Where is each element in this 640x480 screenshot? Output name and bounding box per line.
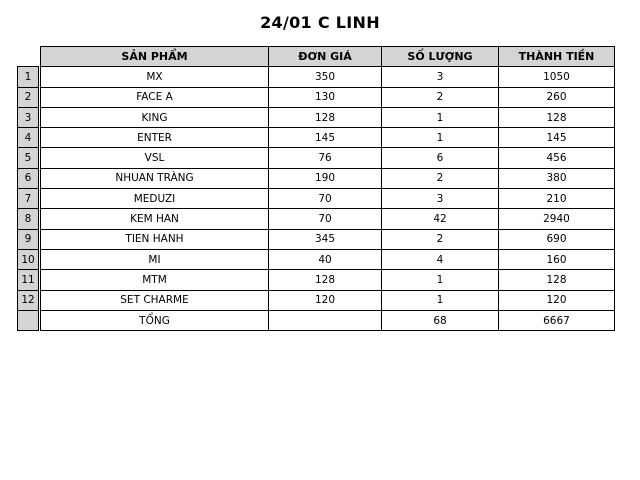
page-title: 24/01 C LINH [260,13,380,32]
cell-quantity: 1 [382,128,499,148]
cell-total: 260 [499,87,615,107]
cell-product: MI [41,249,269,269]
cell-total: 210 [499,189,615,209]
table-row [18,107,615,127]
row-number: 10 [18,249,39,269]
cell-total: 145 [499,128,615,148]
cell-unit-price: 350 [269,67,382,87]
cell-total: 380 [499,168,615,188]
row-number: 7 [18,189,39,209]
cell-unit-price: 76 [269,148,382,168]
cell-quantity: 2 [382,168,499,188]
cell-unit-price: 128 [269,270,382,290]
cell-unit-price: 345 [269,229,382,249]
column-header-quantity: SỐ LƯỢNG [382,47,499,67]
cell-quantity: 2 [382,229,499,249]
row-number: 12 [18,290,39,310]
column-header-total: THÀNH TIỀN [499,47,615,67]
row-number: 2 [18,87,39,107]
cell-unit-price: 70 [269,209,382,229]
total-unit-price [269,310,382,330]
cell-unit-price: 190 [269,168,382,188]
cell-quantity: 6 [382,148,499,168]
table-row [18,128,615,148]
table-row [18,168,615,188]
table-row [18,87,615,107]
cell-unit-price: 120 [269,290,382,310]
cell-product: VSL [41,148,269,168]
cell-total: 120 [499,290,615,310]
cell-product: ENTER [41,128,269,148]
cell-quantity: 1 [382,290,499,310]
total-quantity: 68 [382,310,499,330]
cell-total: 128 [499,107,615,127]
row-number: 1 [18,67,39,87]
header-row [18,47,615,67]
cell-product: MX [41,67,269,87]
cell-quantity: 4 [382,249,499,269]
row-number: 4 [18,128,39,148]
cell-quantity: 1 [382,270,499,290]
cell-total: 690 [499,229,615,249]
cell-product: TIEN HANH [41,229,269,249]
row-number: 9 [18,229,39,249]
cell-total: 1050 [499,67,615,87]
cell-total: 456 [499,148,615,168]
cell-product: MTM [41,270,269,290]
cell-unit-price: 130 [269,87,382,107]
table-row [18,148,615,168]
product-table [17,46,615,331]
total-row [18,310,615,330]
cell-product: KEM HAN [41,209,269,229]
cell-quantity: 2 [382,87,499,107]
total-label: TỔNG [41,310,269,330]
row-number: 5 [18,148,39,168]
cell-unit-price: 145 [269,128,382,148]
cell-quantity: 1 [382,107,499,127]
column-header-unit-price: ĐƠN GIÁ [269,47,382,67]
table-row [18,249,615,269]
row-number: 6 [18,168,39,188]
column-header-product: SẢN PHẨM [41,47,269,67]
cell-product: KING [41,107,269,127]
total-amount: 6667 [499,310,615,330]
table-row [18,67,615,87]
cell-product: NHUAN TRÀNG [41,168,269,188]
cell-product: MEDUZI [41,189,269,209]
cell-product: SET CHARME [41,290,269,310]
row-number: 11 [18,270,39,290]
cell-product: FACE A [41,87,269,107]
cell-quantity: 42 [382,209,499,229]
table-row [18,290,615,310]
row-number-blank [18,310,39,330]
row-number: 8 [18,209,39,229]
cell-quantity: 3 [382,67,499,87]
table-row [18,270,615,290]
corner-blank-cell [18,47,39,67]
cell-total: 160 [499,249,615,269]
cell-unit-price: 128 [269,107,382,127]
table-row [18,209,615,229]
table-row [18,189,615,209]
cell-total: 2940 [499,209,615,229]
row-number: 3 [18,107,39,127]
cell-quantity: 3 [382,189,499,209]
cell-total: 128 [499,270,615,290]
cell-unit-price: 40 [269,249,382,269]
cell-unit-price: 70 [269,189,382,209]
table-row [18,229,615,249]
